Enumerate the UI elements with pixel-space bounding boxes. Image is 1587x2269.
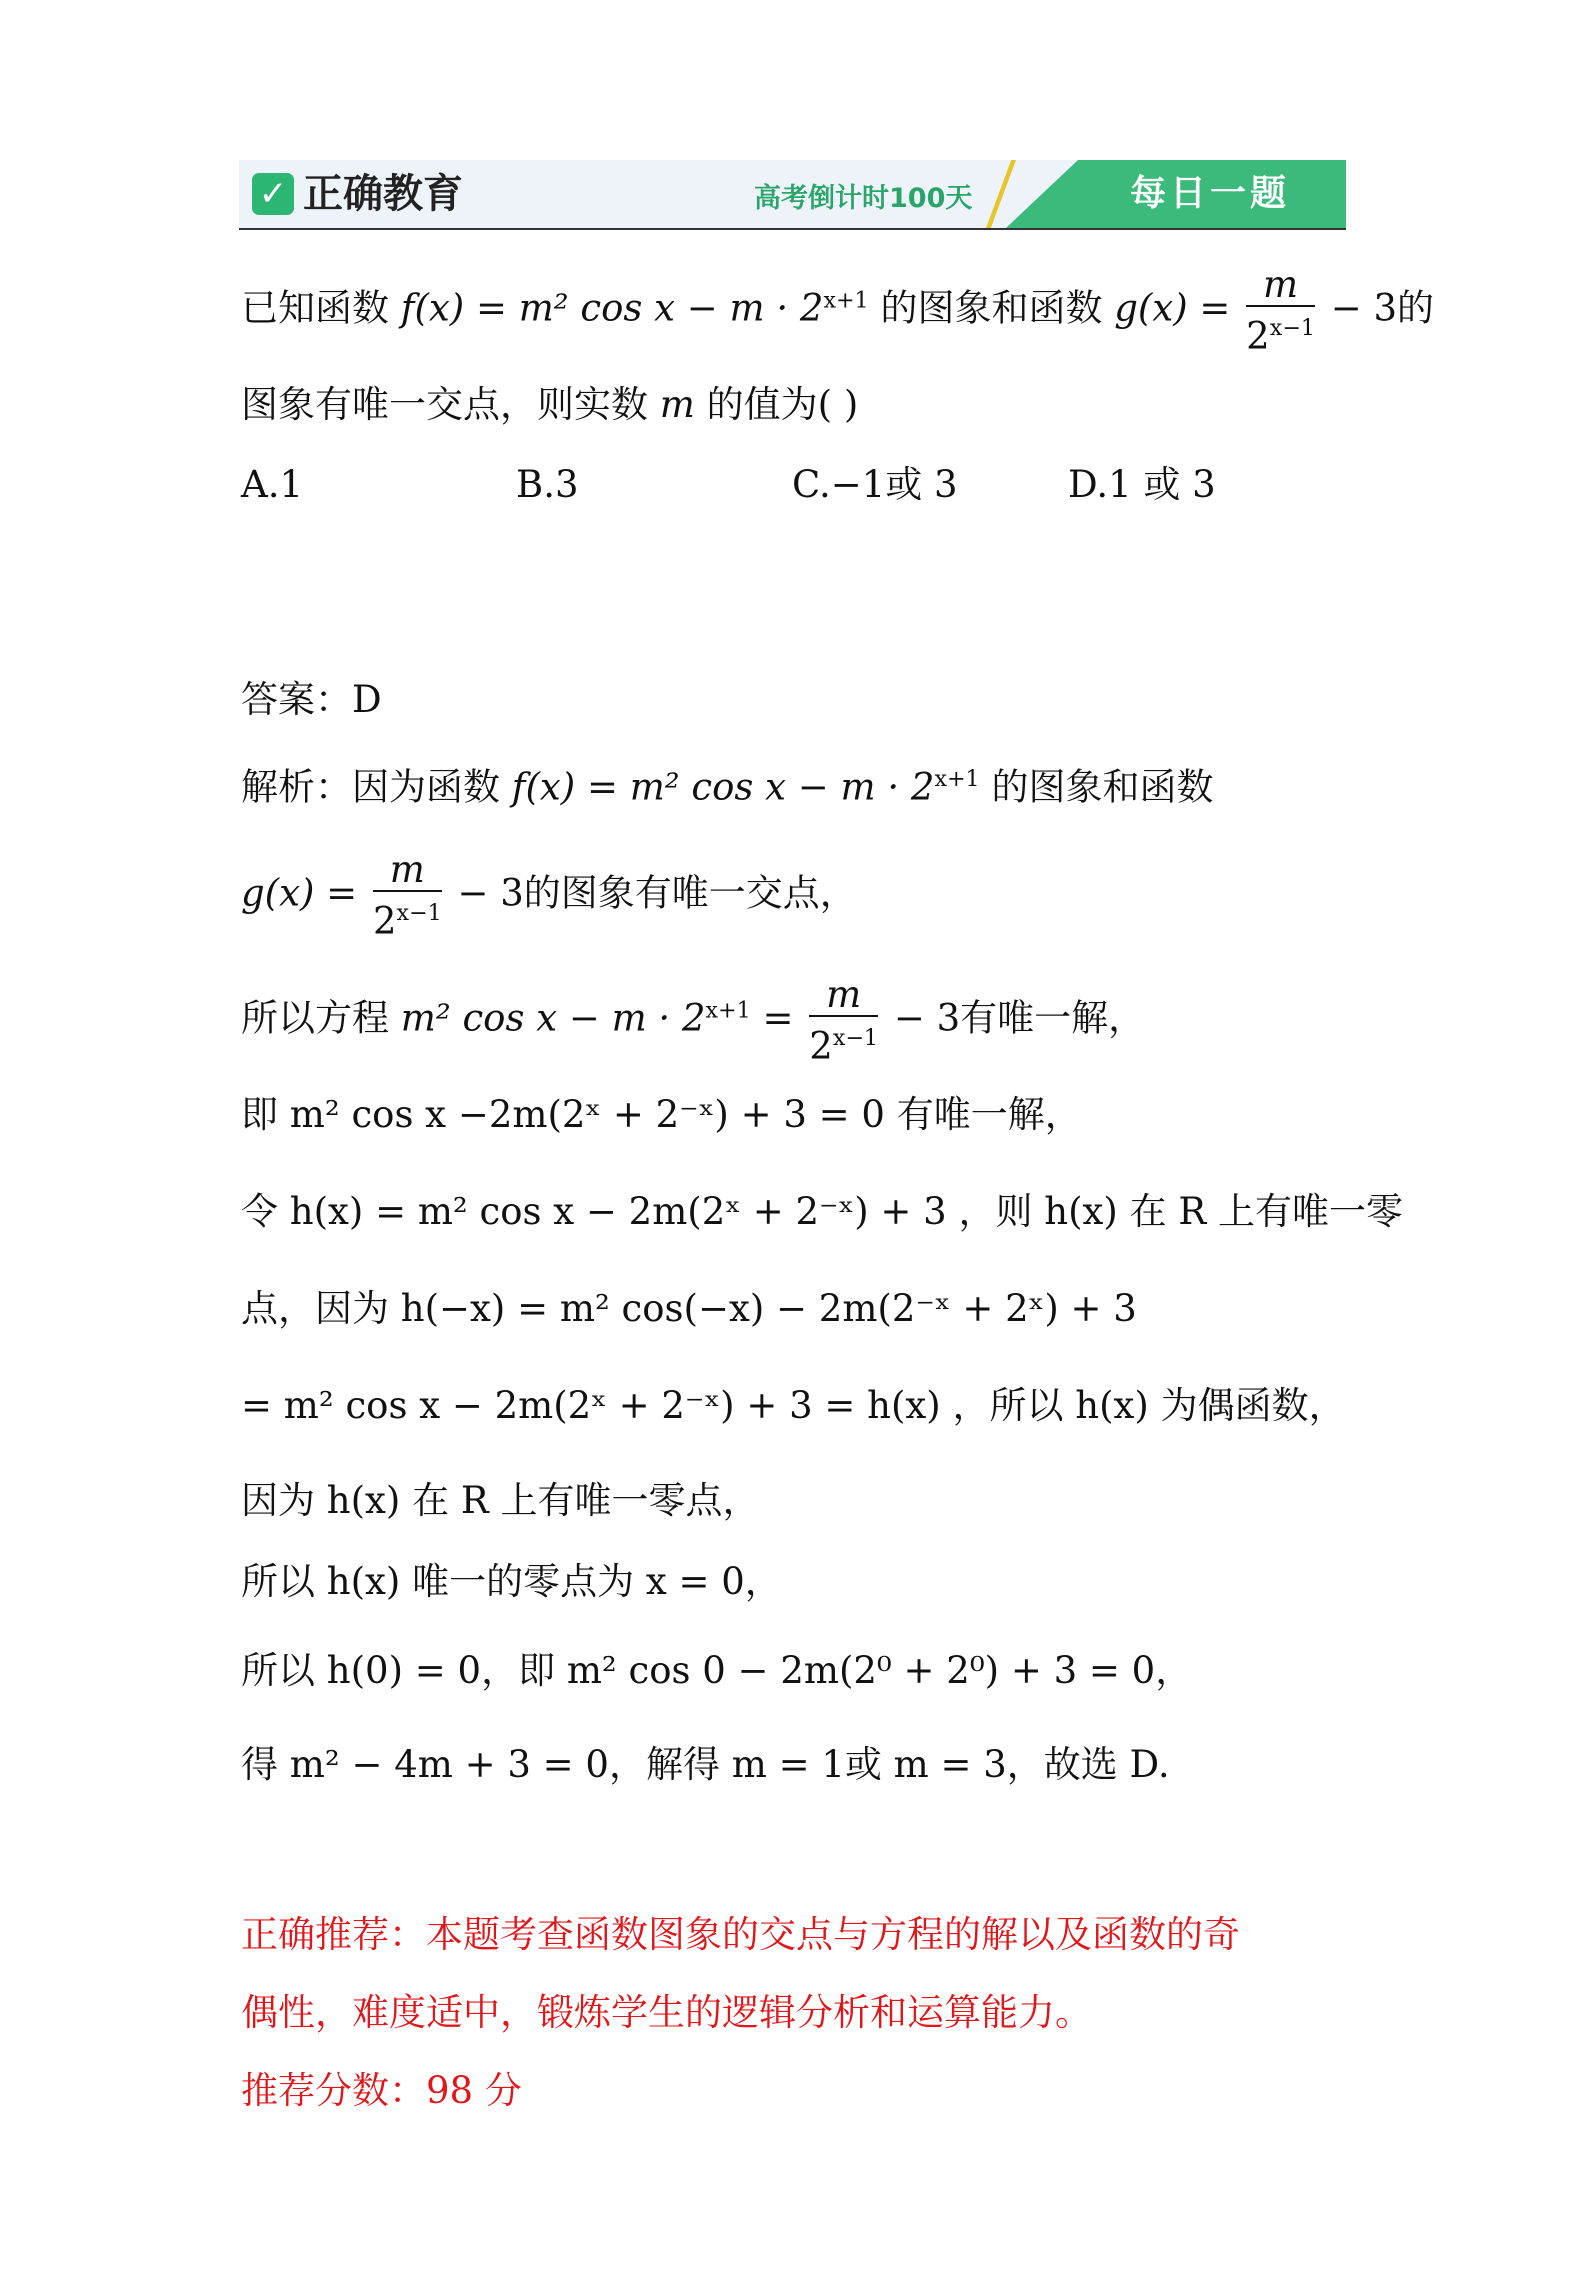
recommend-line-2: 偶性，难度适中，锻炼学生的逻辑分析和运算能力。 [241, 1991, 1092, 2034]
question-line-1: 已知函数 f(x) = m² $\cos x - m \cdot 2^{x+1}$ 的图象和函数 g(x) = $\frac{m}{2^{x-1}}$ − 3的 [241, 263, 1435, 358]
analysis-line-1: 解析：因为函数 f(x) = m² $\cos x - m \cdot 2^{x+1}$ 的图象和函数 [241, 765, 1214, 809]
analysis-line-5: 令 h(x) = m² cos x − 2m(2ˣ + 2⁻ˣ) + 3 ，则 h(x) 在 R 上有唯一零 [241, 1190, 1403, 1233]
analysis-line-2: g(x) = $\frac{m}{2^{x-1}}$ − 3的图象有唯一交点， [241, 848, 857, 943]
option-d: D.1 或 3 [1068, 463, 1216, 506]
recommend-line-1: 正确推荐：本题考查函数图象的交点与方程的解以及函数的奇 [241, 1913, 1240, 1956]
header-bar [239, 160, 1346, 230]
analysis-line-10: 所以 h(0) = 0，即 m² cos 0 − 2m(2⁰ + 2⁰) + 3 = 0， [241, 1649, 1193, 1692]
function-f: f(x) = m² cos x − m · 2 [400, 286, 824, 330]
option-b: B.3 [516, 463, 579, 506]
answer-label: 答案： [241, 678, 352, 721]
daily-banner-title: 每日一题 [1129, 173, 1290, 214]
analysis-line-9: 所以 h(x) 唯一的零点为 x = 0， [241, 1560, 782, 1603]
check-icon: ✓ [252, 173, 294, 215]
fraction: $\frac{m}{2^{x-1}}$ [372, 848, 442, 943]
option-c: C.−1或 3 [792, 463, 958, 506]
analysis-line-6: 点，因为 h(−x) = m² cos(−x) − 2m(2⁻ˣ + 2ˣ) + 3 [241, 1287, 1137, 1330]
function-g: g(x) = [1114, 286, 1231, 330]
analysis-line-11: 得 m² − 4m + 3 = 0，解得 m = 1或 m = 3，故选 D. [241, 1743, 1170, 1786]
analysis-line-7: = m² cos x − 2m(2ˣ + 2⁻ˣ) + 3 = h(x) ，所以 h(x) 为偶函数， [241, 1384, 1346, 1427]
answer-line [241, 675, 382, 725]
recommend-score: 推荐分数：98 分 [241, 2069, 522, 2112]
analysis-line-4: 即 m² cos x −2m(2ˣ + 2⁻ˣ) + 3 = 0 有唯一解， [241, 1093, 1082, 1136]
fraction: $\frac{m}{2^{x-1}}$ [809, 973, 879, 1068]
banner-accent [986, 160, 1016, 228]
answer-value: D [352, 678, 382, 721]
analysis-line-8: 因为 h(x) 在 R 上有唯一零点， [241, 1479, 760, 1522]
question-line-2: 图象有唯一交点，则实数 m 的值为( ) [241, 383, 859, 426]
brand-name: 正确教育 [303, 171, 463, 217]
option-a: A.1 [241, 463, 304, 506]
fraction: $\frac{m}{2^{x-1}}$ [1246, 263, 1315, 358]
countdown-label: 高考倒计时100天 [754, 183, 973, 214]
analysis-line-3: 所以方程 m² $\cos x - m \cdot 2^{x+1}$ = $\frac{m}{2^{x-1}}$ − 3有唯一解， [241, 973, 1146, 1068]
